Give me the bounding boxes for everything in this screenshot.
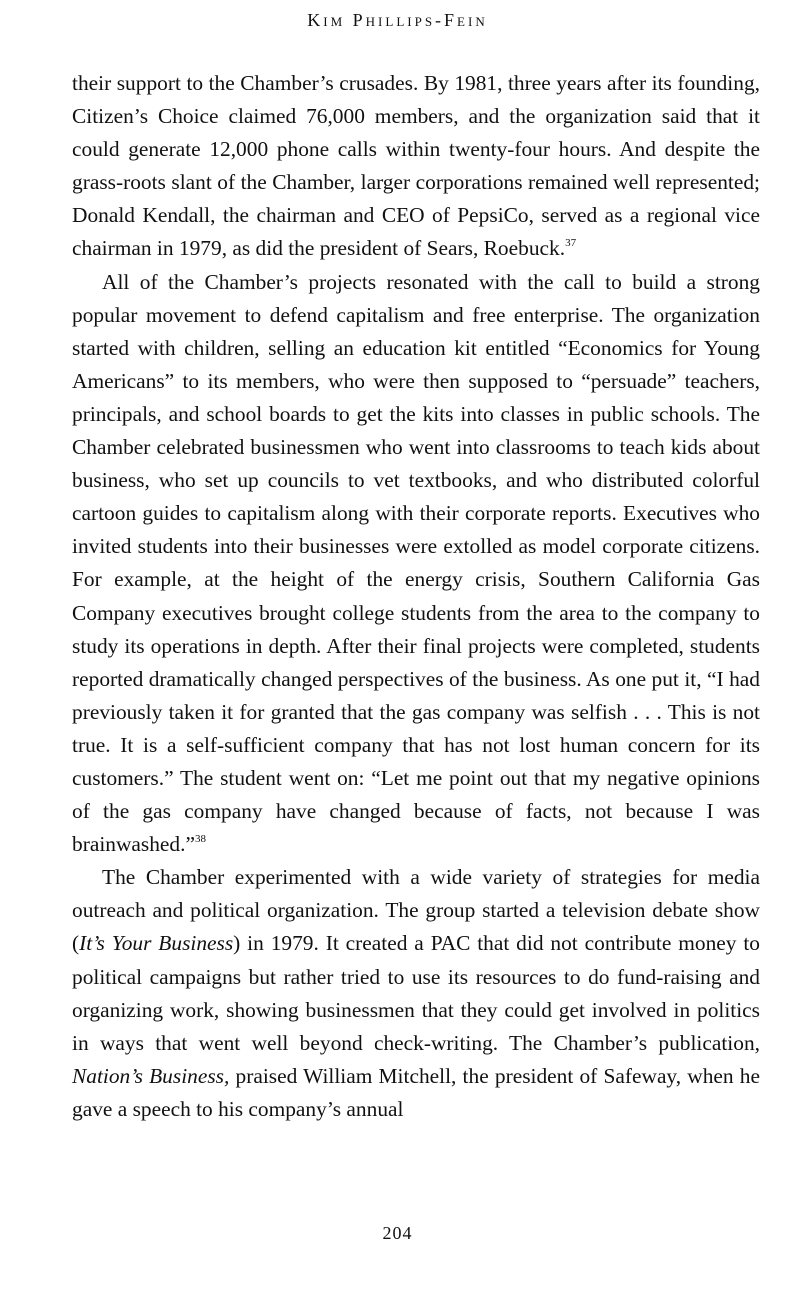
paragraph — [72, 266, 760, 862]
text-run: their support to the Chamber’s crusades. By 1981, three years after its founding, Citizen’s Choice claimed 76,000 members, and the organization said that it could generate 12,000 phone calls within twenty-four hours. And despite the grass-roots slant of the Chamber, larger corporations remained well represented; Donald Kendall, the chairman and CEO of PepsiCo, served as a regional vice chairman in 1979, as did the president of Sears, Roebuck. — [72, 71, 760, 261]
running-head: Kim Phillips-Fein — [307, 10, 488, 30]
body-text — [72, 67, 760, 1126]
italic-title: It’s Your Business — [79, 931, 234, 956]
text-run: praised William Mitchell, the president of Safeway, when he gave a speech to his company’s annual — [72, 1063, 760, 1121]
text-run: All of the Chamber’s projects resonated with the call to build a strong popular movement to defend capitalism and free enterprise. The organization started with children, selling an education kit entitled “Economics for Young Americans” to its members, who were then supposed to “persuade” teachers, principals, and school boards to get the kits into classes in public schools. The Chamber celebrated businessmen who went into classrooms to teach kids about business, who set up councils to vet textbooks, and who distributed colorful cartoon guides to capitalism along with their corporate reports. Executives who invited students into their businesses were extolled as model corporate citizens. For example, at the height of the energy crisis, Southern California Gas Company executives brought college students from the area to the company to study its operations in depth. After their final projects were completed, students reported dramatically changed perspectives of the business. As one put it, “I had previously taken it for granted that the gas company was selfish . . . This is not true. It is a self-sufficient company that has not lost human concern for its customers.” The student went on: “Let me point out that my negative opinions of the gas company have changed because of facts, not because I was brainwashed.” — [72, 269, 760, 857]
text-run: ) in 1979. It created a PAC that did not contribute money to political campaigns but rather tried to use its resources to do fund-raising and organizing work, showing businessmen that they could get involved in politics in ways that went well beyond check-writing. The Chamber’s publication, — [72, 931, 760, 1055]
italic-title: Nation’s Business, — [72, 1063, 230, 1088]
footnote-marker: 38 — [194, 833, 206, 846]
page-number: 204 — [382, 1223, 413, 1243]
paragraph — [72, 861, 760, 1126]
paragraph — [72, 67, 760, 266]
footnote-marker: 37 — [565, 237, 577, 250]
text-run: The Chamber experimented with a wide variety of strategies for media outreach and political organization. The group started a television debate show ( — [72, 865, 760, 956]
